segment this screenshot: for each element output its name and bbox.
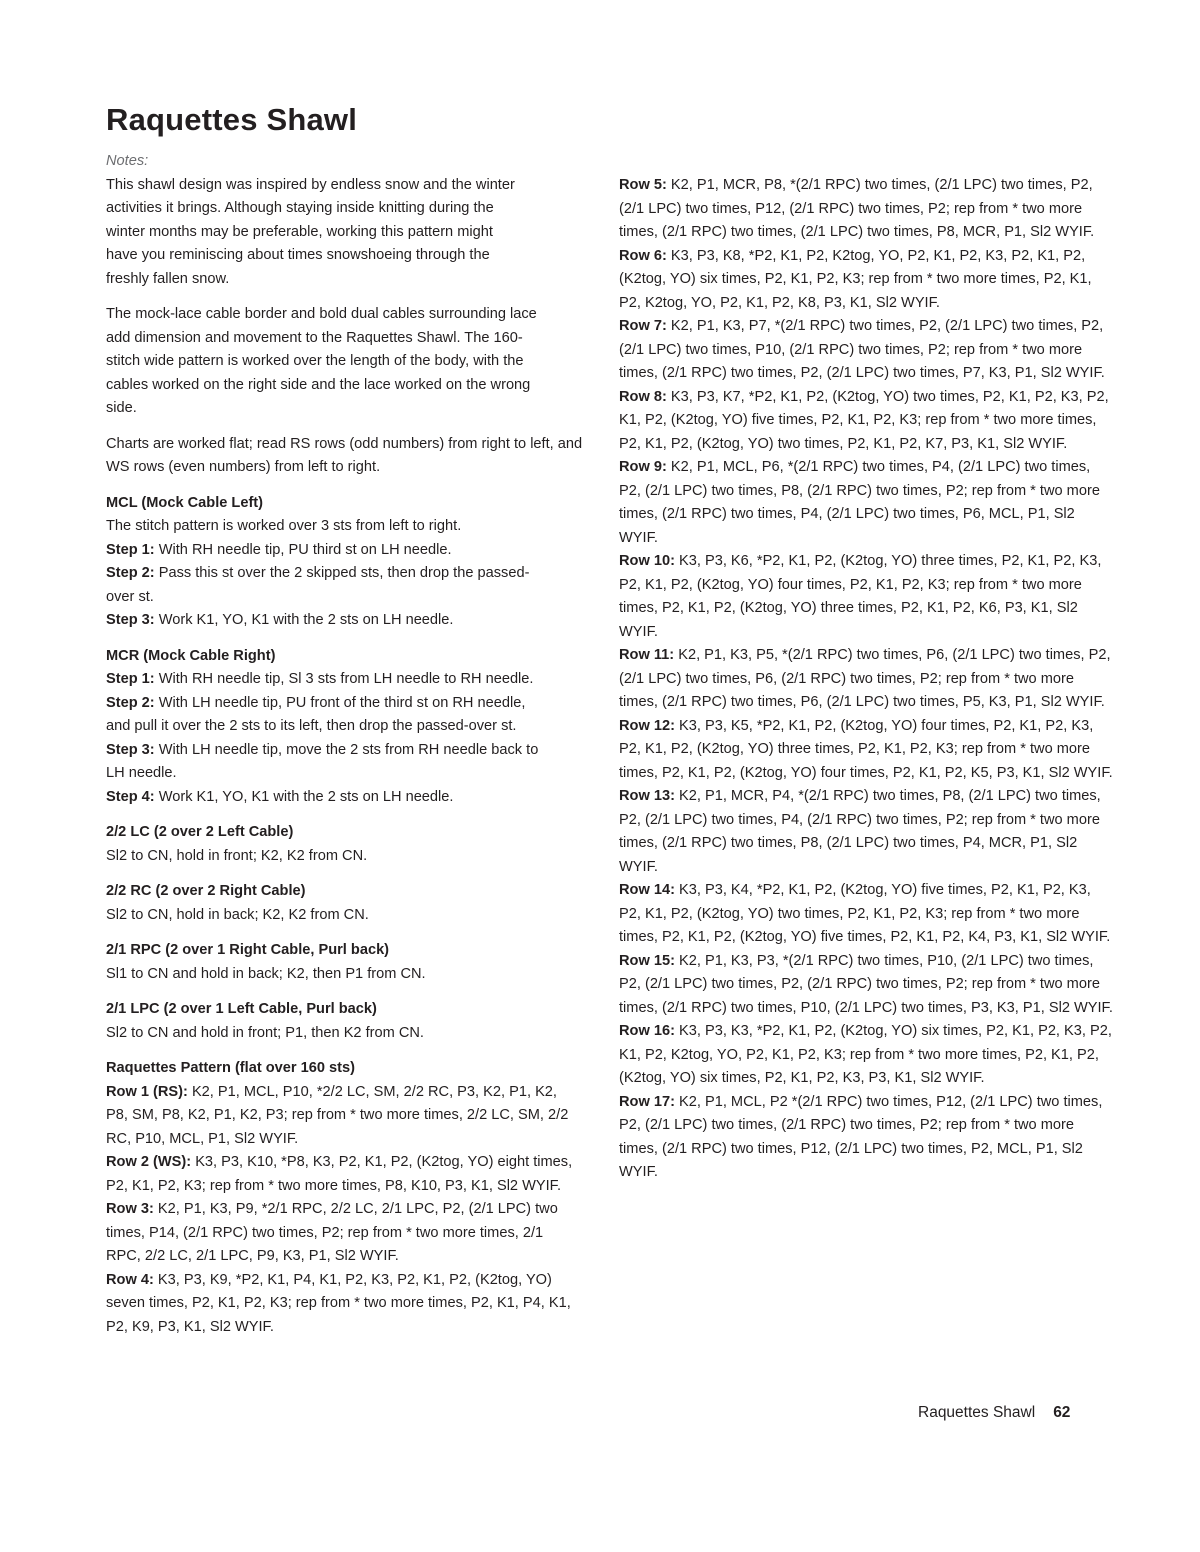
line-text: K2, P1, MCL, P2 *(2/1 RPC) two times, P12, (2/1 LPC) two times, P2, (2/1 LPC) two times, (2/1 RPC) two times, P2; rep from * two more times, (2/1 RPC) two times, P12, (2/1 LPC) two times, P2, MCL, P1, Sl2 WYIF. xyxy=(619,1093,1103,1180)
line-text: Sl2 to CN, hold in front; K2, K2 from CN. xyxy=(106,847,368,864)
pattern-line xyxy=(106,1269,581,1340)
line-label: Row 13: xyxy=(619,788,675,804)
line-text: Work K1, YO, K1 with the 2 sts on LH needle. xyxy=(158,612,454,628)
section-heading: 2/2 LC (2 over 2 Left Cable) xyxy=(106,824,294,840)
line-text: K2, P1, K3, P7, *(2/1 RPC) two times, P2, (2/1 LPC) two times, P2, (2/1 LPC) two times, P10, (2/1 RPC) two times, P2; rep from * two more times, (2/1 RPC) two times, P2, (2/1 LPC) two times, P7, K3, P1, Sl2 WYIF. xyxy=(619,318,1105,381)
pattern-line xyxy=(106,1022,546,1046)
line-text: K3, P3, K6, *P2, K1, P2, (K2tog, YO) three times, P2, K1, P2, K3, P2, K1, P2, (K2tog, YO) four times, P2, K1, P2, K3; rep from * two more times, P2, K1, P2, (K2tog, YO) three times, P2, K1, P2, K6, P3, K1, Sl2 WYIF. xyxy=(619,553,1102,640)
line-text: K3, P3, K3, *P2, K1, P2, (K2tog, YO) six times, P2, K1, P2, K3, P2, K1, P2, K2tog, YO, P2, K1, P2, K3; rep from * two more times, P2, K1, P2, (K2tog, YO) six times, P2, K1, P2, K3, P3, K1, Sl2 WYIF. xyxy=(619,1023,1112,1086)
line-label: Step 1: xyxy=(106,671,155,687)
line-label: Row 3: xyxy=(106,1201,154,1217)
pattern-line xyxy=(619,1091,1114,1185)
line-label: Row 8: xyxy=(619,388,667,405)
line-text: Sl1 to CN and hold in back; K2, then P1 from CN. xyxy=(106,965,426,982)
pattern-line xyxy=(106,609,546,633)
left-column xyxy=(106,150,596,1351)
line-label: Row 6: xyxy=(619,247,667,264)
line-label: Step 2: xyxy=(106,694,155,711)
footer-title: Raquettes Shawl xyxy=(918,1404,1036,1421)
line-label: Step 3: xyxy=(106,741,155,758)
line-label: Row 9: xyxy=(619,459,667,475)
line-text: Work K1, YO, K1 with the 2 sts on LH needle. xyxy=(158,788,454,805)
abbreviation-section xyxy=(106,492,546,633)
line-label: Row 4: xyxy=(106,1271,154,1288)
page-footer xyxy=(918,1404,1070,1422)
line-text: With RH needle tip, PU third st on LH needle. xyxy=(158,541,452,558)
pattern-line xyxy=(106,1151,581,1198)
line-label: Row 15: xyxy=(619,952,675,969)
pattern-line xyxy=(619,315,1114,386)
pattern-line xyxy=(619,785,1114,879)
line-text: K3, P3, K8, *P2, K1, P2, K2tog, YO, P2, K1, P2, K3, P2, K1, P2, (K2tog, YO) six times, P2, K1, P2, K3; rep from * two more times, P2, K1, P2, K2tog, YO, P2, K1, P2, K8, P3, K1, Sl2 WYIF. xyxy=(619,247,1092,311)
pattern-line xyxy=(106,668,551,692)
pattern-line xyxy=(619,950,1114,1021)
pattern-line xyxy=(619,174,1114,245)
line-label: Row 5: xyxy=(619,177,667,193)
pattern-line xyxy=(619,879,1114,950)
line-text: K2, P1, K3, P3, *(2/1 RPC) two times, P10, (2/1 LPC) two times, P2, (2/1 LPC) two times, P2, (2/1 RPC) two times, P2; rep from * two more times, (2/1 RPC) two times, P10, (2/1 LPC) two times, P3, K3, P1, Sl2 WYIF. xyxy=(619,952,1113,1016)
abbreviation-section xyxy=(106,1057,581,1339)
line-text: K3, P3, K7, *P2, K1, P2, (K2tog, YO) two times, P2, K1, P2, K3, P2, K1, P2, (K2tog, YO) five times, P2, K1, P2, K3; rep from * two more times, P2, K1, P2, (K2tog, YO) two times, P2, K1, P2, K7, P3, K1, Sl2 WYIF. xyxy=(619,388,1109,452)
line-label: Row 7: xyxy=(619,318,667,334)
line-label: Row 1 (RS): xyxy=(106,1083,188,1100)
section-heading: 2/2 RC (2 over 2 Right Cable) xyxy=(106,883,306,899)
line-text: With LH needle tip, move the 2 sts from RH needle back to LH needle. xyxy=(106,741,539,781)
abbreviation-section xyxy=(106,998,546,1045)
abbreviation-sections xyxy=(106,492,596,1340)
pattern-line xyxy=(106,963,546,987)
pattern-line xyxy=(106,562,546,609)
pattern-line xyxy=(106,845,546,869)
pattern-line xyxy=(619,386,1114,457)
section-heading: 2/1 RPC (2 over 1 Right Cable, Purl back) xyxy=(106,942,390,958)
line-text: K2, P1, K3, P5, *(2/1 RPC) two times, P6, (2/1 LPC) two times, P2, (2/1 LPC) two times, P6, (2/1 RPC) two times, P2; rep from * two more times, (2/1 RPC) two times, P6, (2/1 LPC) two times, P5, K3, P1, Sl2 WYIF. xyxy=(619,647,1111,710)
right-column xyxy=(619,174,1114,1185)
line-text: Sl2 to CN and hold in front; P1, then K2 from CN. xyxy=(106,1024,424,1041)
line-text: Sl2 to CN, hold in back; K2, K2 from CN. xyxy=(106,906,369,923)
line-text: K2, P1, MCR, P8, *(2/1 RPC) two times, (2/1 LPC) two times, P2, (2/1 LPC) two times, P12, (2/1 RPC) two times, P2; rep from * two more times, (2/1 RPC) two times, (2/1 LPC) two times, P8, MCR, P1, Sl2 WYIF. xyxy=(619,177,1095,240)
line-text: K3, P3, K9, *P2, K1, P4, K1, P2, K3, P2, K1, P2, (K2tog, YO) seven times, P2, K1, P2, K3; rep from * two more times, P2, K1, P4, K1, P2, K9, P3, K1, Sl2 WYIF. xyxy=(106,1271,571,1335)
pattern-line xyxy=(619,456,1114,550)
pattern-line xyxy=(619,1020,1114,1091)
section-heading: Raquettes Pattern (flat over 160 sts) xyxy=(106,1060,355,1076)
pattern-line xyxy=(619,644,1114,715)
line-label: Step 1: xyxy=(106,541,155,558)
pattern-line xyxy=(106,739,551,786)
line-label: Step 2: xyxy=(106,565,155,581)
line-label: Row 10: xyxy=(619,553,675,569)
abbreviation-section xyxy=(106,821,546,868)
line-text: K3, P3, K10, *P8, K3, P2, K1, P2, (K2tog, YO) eight times, P2, K1, P2, K3; rep from * two more times, P8, K10, P3, K1, Sl2 WYIF. xyxy=(106,1154,573,1194)
line-label: Row 2 (WS): xyxy=(106,1154,192,1170)
pattern-line xyxy=(106,515,546,539)
section-heading: 2/1 LPC (2 over 1 Left Cable, Purl back) xyxy=(106,1001,377,1017)
notes-label: Notes: xyxy=(106,153,149,169)
line-label: Row 11: xyxy=(619,647,675,663)
line-text: K2, P1, K3, P9, *2/1 RPC, 2/2 LC, 2/1 LPC, P2, (2/1 LPC) two times, P14, (2/1 RPC) two times, P2; rep from * two more times, 2/1 RPC, 2/2 LC, 2/1 LPC, P9, K3, P1, Sl2 WYIF. xyxy=(106,1201,558,1264)
pattern-line xyxy=(106,692,551,739)
line-label: Row 12: xyxy=(619,717,675,734)
line-text: K2, P1, MCR, P4, *(2/1 RPC) two times, P8, (2/1 LPC) two times, P2, (2/1 LPC) two times, P4, (2/1 RPC) two times, P2; rep from * two more times, (2/1 RPC) two times, P8, (2/1 LPC) two times, P4, MCR, P1, Sl2 WYIF. xyxy=(619,788,1101,875)
abbreviation-section xyxy=(106,645,551,810)
line-text: With LH needle tip, PU front of the third st on RH needle, and pull it over the 2 sts to its left, then drop the passed-over st. xyxy=(106,694,526,734)
line-label: Step 3: xyxy=(106,612,155,628)
line-text: K3, P3, K5, *P2, K1, P2, (K2tog, YO) four times, P2, K1, P2, K3, P2, K1, P2, (K2tog, YO) three times, P2, K1, P2, K3; rep from * two more times, P2, K1, P2, (K2tog, YO) four times, P2, K1, P2, K5, P3, K1, Sl2 WYIF. xyxy=(619,717,1113,781)
intro-paragraph: Charts are worked flat; read RS rows (odd numbers) from right to left, and WS rows (even numbers) from left to right. xyxy=(106,435,583,475)
pattern-line xyxy=(106,1198,581,1269)
pattern-line xyxy=(619,715,1114,786)
abbreviation-section xyxy=(106,939,546,986)
line-label: Row 17: xyxy=(619,1093,675,1110)
abbreviation-section xyxy=(106,880,546,927)
page-number: 62 xyxy=(1053,1404,1071,1421)
intro-paragraph: This shawl design was inspired by endless snow and the winter activities it brings. Although staying inside knitting during the winter months may be preferable, working this pattern might have you reminiscing about times snowshoeing through the freshly fallen snow. xyxy=(106,176,515,287)
line-label: Step 4: xyxy=(106,788,155,805)
pattern-line xyxy=(619,245,1114,316)
pattern-line xyxy=(106,539,546,563)
line-text: The stitch pattern is worked over 3 sts from left to right. xyxy=(106,518,462,534)
pattern-line xyxy=(106,904,546,928)
intro-paragraph: The mock-lace cable border and bold dual cables surrounding lace add dimension and movement to the Raquettes Shawl. The 160-stitch wide pattern is worked over the length of the body, with the cables worked on the right side and the lace worked on the wrong side. xyxy=(106,306,537,416)
line-label: Row 16: xyxy=(619,1023,675,1039)
line-text: Pass this st over the 2 skipped sts, then drop the passed-over st. xyxy=(106,565,530,605)
line-text: K2, P1, MCL, P6, *(2/1 RPC) two times, P4, (2/1 LPC) two times, P2, (2/1 LPC) two times, P8, (2/1 RPC) two times, P2; rep from * two more times, (2/1 RPC) two times, P4, (2/1 LPC) two times, P6, MCL, P1, Sl2 WYIF. xyxy=(619,459,1100,546)
page-title: Raquettes Shawl xyxy=(106,102,358,137)
line-text: With RH needle tip, Sl 3 sts from LH needle to RH needle. xyxy=(158,671,534,687)
line-text: K3, P3, K4, *P2, K1, P2, (K2tog, YO) five times, P2, K1, P2, K3, P2, K1, P2, (K2tog, YO) two times, P2, K1, P2, K3; rep from * two more times, P2, K1, P2, (K2tog, YO) five times, P2, K1, P2, K4, P3, K1, Sl2 WYIF. xyxy=(619,882,1111,945)
section-heading: MCL (Mock Cable Left) xyxy=(106,494,264,511)
line-label: Row 14: xyxy=(619,882,675,898)
pattern-line xyxy=(106,786,551,810)
pattern-line xyxy=(106,1081,581,1152)
section-heading: MCR (Mock Cable Right) xyxy=(106,647,276,664)
pattern-line xyxy=(619,550,1114,644)
line-text: K2, P1, MCL, P10, *2/2 LC, SM, 2/2 RC, P3, K2, P1, K2, P8, SM, P8, K2, P1, K2, P3; rep from * two more times, 2/2 LC, SM, 2/2 RC, P10, MCL, P1, Sl2 WYIF. xyxy=(106,1083,569,1147)
